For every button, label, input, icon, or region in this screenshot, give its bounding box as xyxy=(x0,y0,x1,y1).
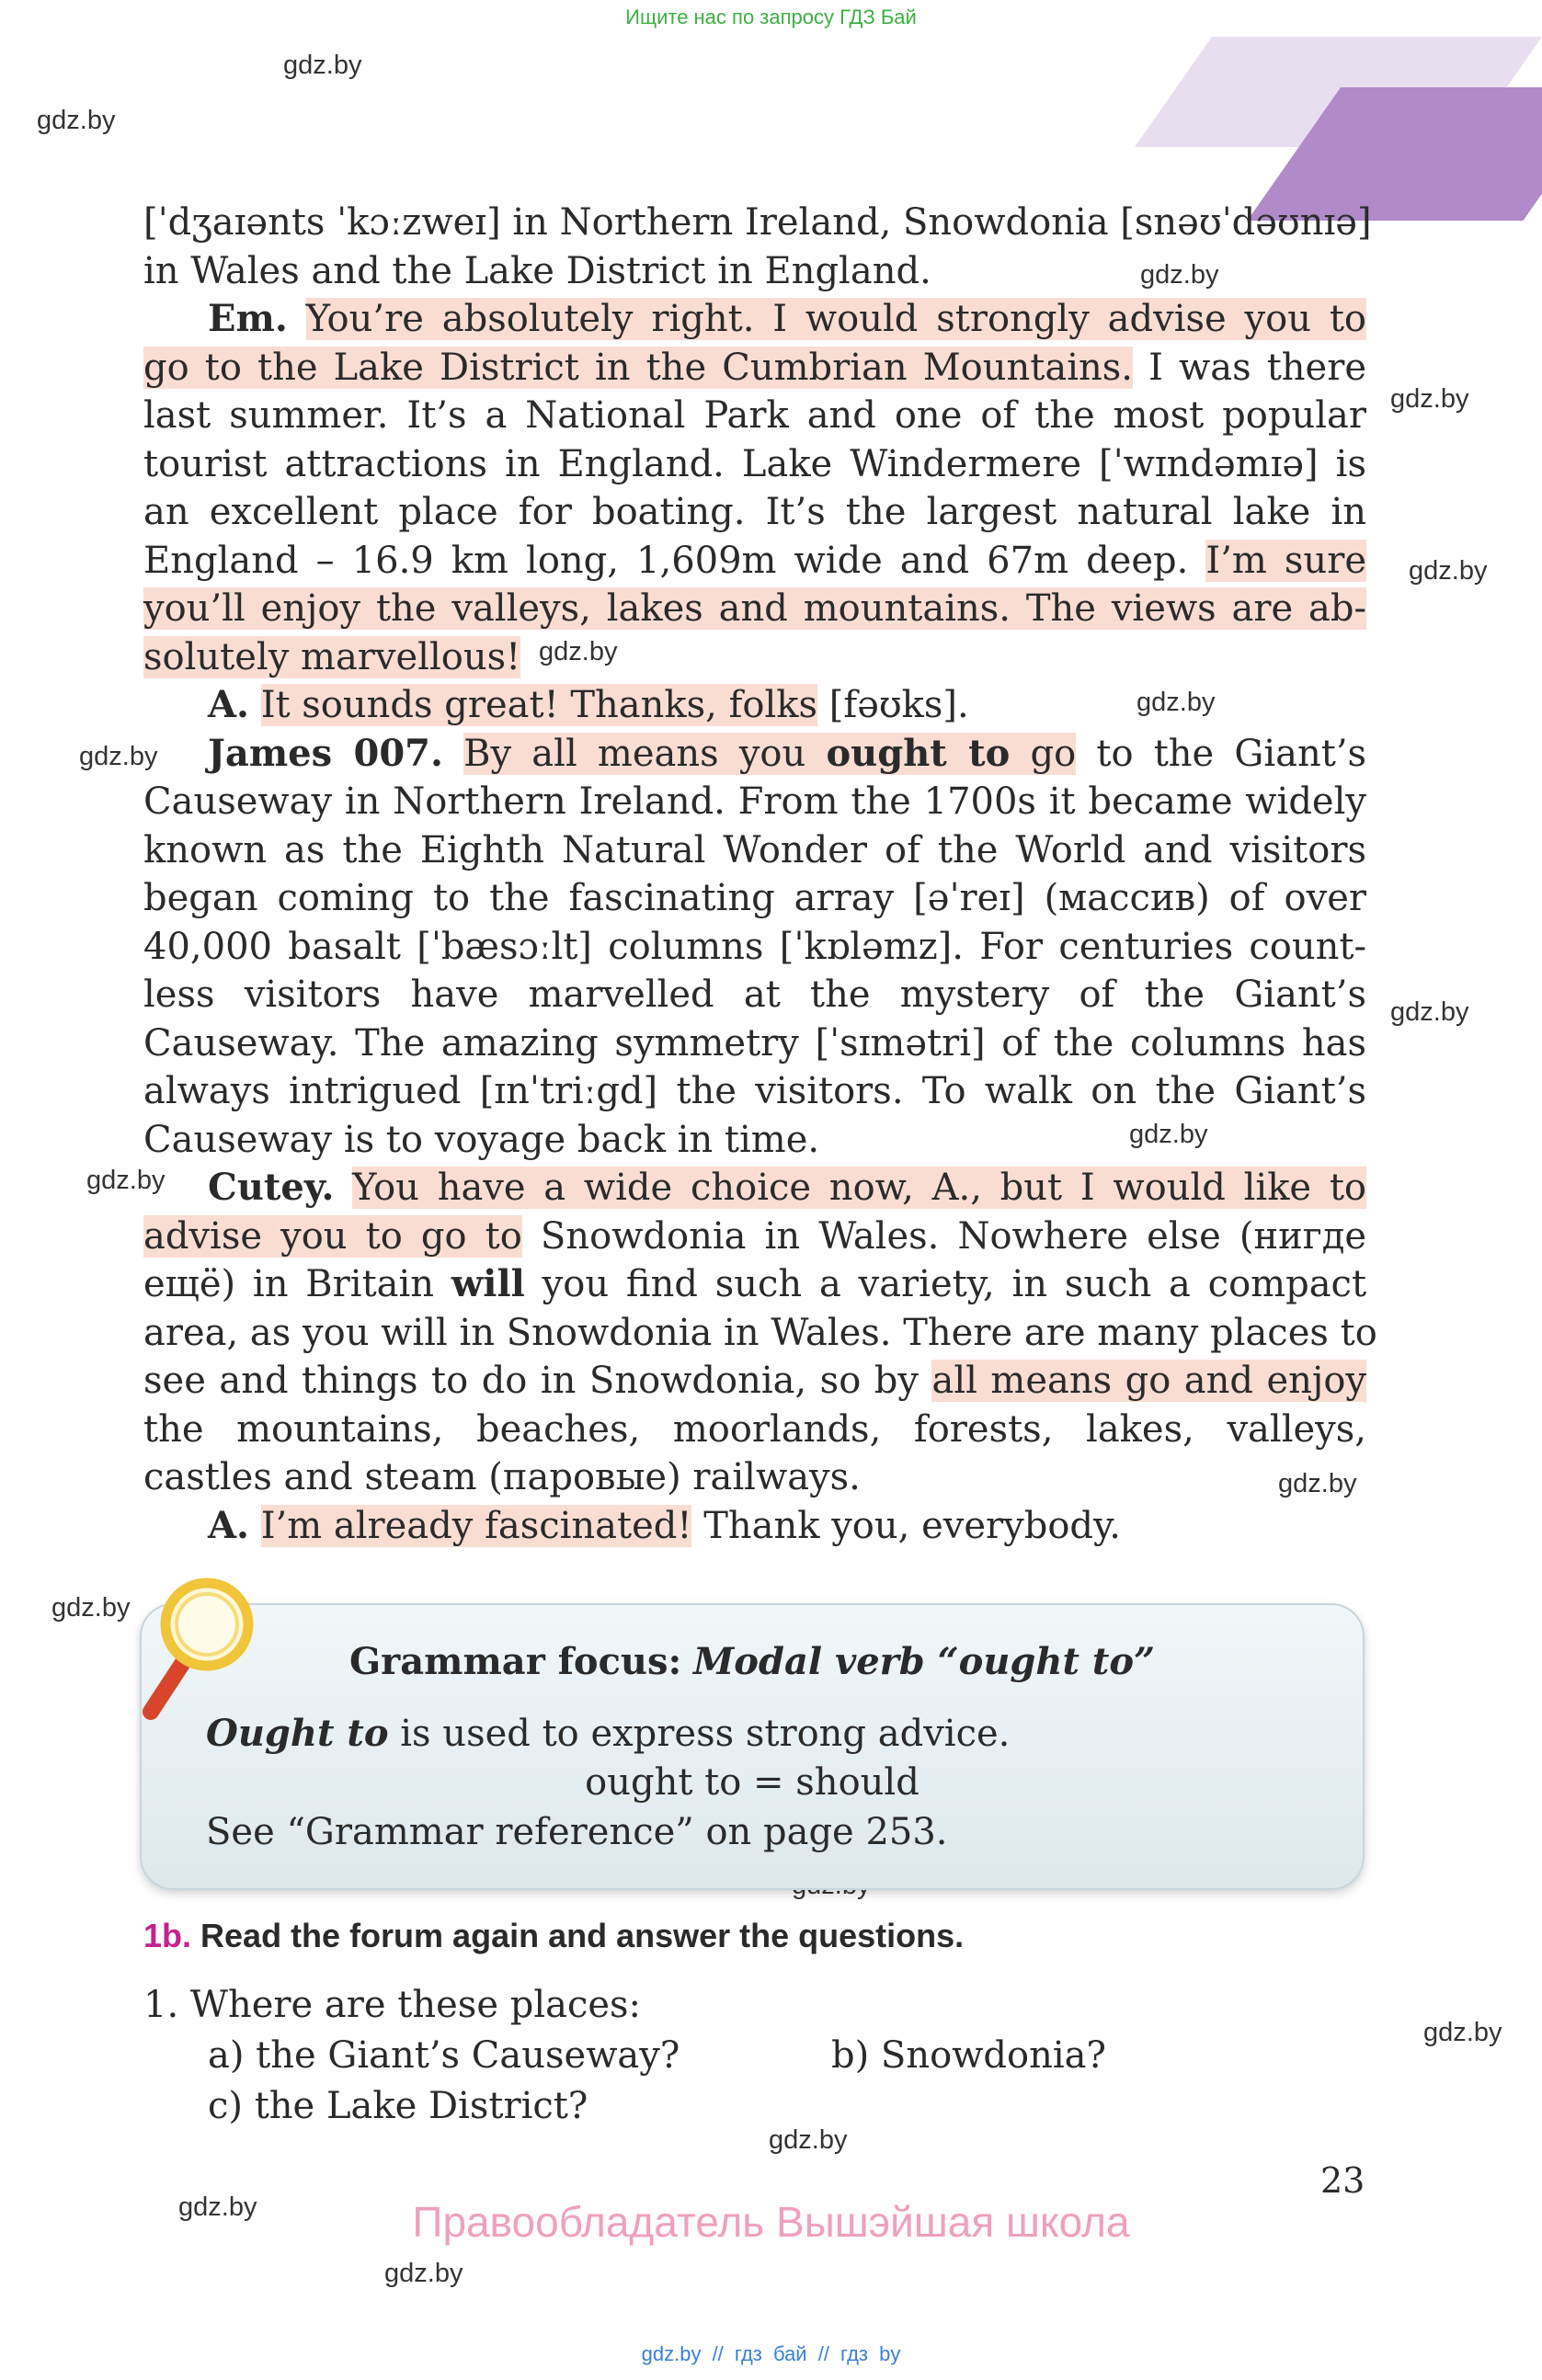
text-span: ought to xyxy=(826,731,1011,775)
speaker-name: A. xyxy=(208,1503,249,1547)
speaker-name: James 007. xyxy=(208,731,443,775)
task-number: 1b. xyxy=(143,1917,192,1954)
highlight: all means go and enjoy xyxy=(931,1360,1366,1402)
highlight: advise you to go to xyxy=(143,1214,522,1258)
text-line: less visitors have marvelled at the mystery of the Giant’s xyxy=(143,974,1366,1016)
text-span: I was there xyxy=(1148,346,1367,389)
watermark: gdz.by xyxy=(1409,556,1488,586)
text-line xyxy=(143,295,1366,344)
highlight: You have a wide choice now, A., but I would like to xyxy=(352,1167,1366,1209)
top-search-hint[interactable]: Ищите нас по запросу ГДЗ Бай xyxy=(625,6,917,28)
text-line: 40,000 basalt [ˈbæsɔːlt] columns [ˈkɒləmz]. For centuries count- xyxy=(143,925,1366,968)
speaker-name: Em. xyxy=(208,297,288,340)
highlight: I’m already fascinated! xyxy=(260,1504,692,1547)
task-text: Read the forum again and answer the questions. xyxy=(200,1917,965,1954)
text-span: see and things to do in Snowdonia, so by xyxy=(143,1360,919,1402)
question-option-b: b) Snowdonia? xyxy=(831,2034,1106,2077)
text-line: area, as you will in Snowdonia in Wales. There are many places to xyxy=(143,1311,1377,1354)
text-line xyxy=(143,633,1366,682)
text-line: tourist attractions in England. Lake Windermere [ˈwɪndəmɪə] is xyxy=(143,442,1366,485)
watermark: gdz.by xyxy=(283,51,362,80)
watermark: gdz.by xyxy=(86,1166,166,1195)
text-line: always intrigued [ɪnˈtriːgd] the visitors. To walk on the Giant’s xyxy=(143,1070,1366,1112)
speaker-name: Cutey. xyxy=(208,1166,335,1209)
grammar-title-bold: Grammar focus: xyxy=(348,1640,682,1683)
watermark: gdz.by xyxy=(1278,1469,1357,1498)
text-span: By all means you xyxy=(463,732,806,775)
speaker-name: A. xyxy=(208,683,249,726)
watermark: gdz.by xyxy=(37,106,116,135)
text-span: [fəʊks]. xyxy=(828,684,969,726)
highlight: You’re absolutely right. I would strongly advise you to xyxy=(305,298,1367,340)
question-1: 1. Where are these places: xyxy=(143,1984,642,2026)
text-span: to the Giant’s xyxy=(1096,732,1367,775)
watermark: gdz.by xyxy=(1137,688,1216,717)
text-line xyxy=(143,1502,1366,1551)
text-line: last summer. It’s a National Park and one of the most popular xyxy=(143,394,1366,437)
grammar-title xyxy=(140,1640,1365,1683)
text-span: Snowdonia in Wales. Nowhere else (нигде xyxy=(540,1214,1367,1258)
watermark: gdz.by xyxy=(769,2125,848,2155)
text-line: an excellent place for boating. It’s the largest natural lake in xyxy=(143,491,1366,533)
text-span: ещё) in Britain xyxy=(143,1263,435,1305)
footer-links[interactable]: gdz.by // гдз бай // гдз by xyxy=(641,2342,901,2365)
text-line: Causeway. The amazing symmetry [ˈsɪmətri] of the columns has xyxy=(143,1021,1366,1065)
grammar-reference: See “Grammar reference” on page 253. xyxy=(206,1811,948,1853)
text-span: you find such a variety, in such a compact xyxy=(542,1263,1367,1305)
magnifier-icon xyxy=(138,1574,267,1730)
text-span: go xyxy=(1030,732,1077,775)
question-option-a: a) the Giant’s Causeway? xyxy=(208,2034,680,2077)
highlight: I’m sure xyxy=(1205,539,1366,582)
watermark: gdz.by xyxy=(51,1593,131,1623)
text-span: Thank you, everybody. xyxy=(703,1504,1122,1547)
watermark: gdz.by xyxy=(79,742,158,771)
grammar-rule xyxy=(206,1712,1010,1755)
grammar-title-italic: Modal verb “ought to” xyxy=(693,1640,1156,1683)
page-number: 23 xyxy=(1320,2160,1365,2201)
grammar-term: Ought to xyxy=(206,1712,389,1755)
text-span: will xyxy=(451,1262,525,1305)
watermark: gdz.by xyxy=(1390,384,1469,414)
question-option-c: c) the Lake District? xyxy=(208,2085,588,2127)
watermark: gdz.by xyxy=(1129,1120,1208,1149)
highlight: It sounds great! Thanks, folks xyxy=(260,684,818,726)
watermark: gdz.by xyxy=(384,2259,463,2288)
text-span: is used to express strong advice. xyxy=(400,1713,1011,1755)
text-span: England – 16.9 km long, 1,609m wide and 67m deep. xyxy=(143,539,1189,582)
copyright-notice: Правообладатель Вышэйшая школа xyxy=(412,2198,1130,2246)
text-line: Causeway is to voyage back in time. xyxy=(143,1118,820,1161)
highlight xyxy=(463,733,1076,775)
forum-text xyxy=(143,199,1377,1550)
text-line: known as the Eighth Natural Wonder of the World and visitors xyxy=(143,828,1366,871)
watermark: gdz.by xyxy=(539,637,618,666)
text-line: the mountains, beaches, moorlands, forests, lakes, valleys, xyxy=(143,1407,1366,1451)
text-line xyxy=(143,1260,1366,1309)
watermark: gdz.by xyxy=(1390,997,1469,1027)
text-line xyxy=(143,1213,1366,1261)
text-line: castles and steam (паровые) railways. xyxy=(143,1456,861,1498)
text-line: began coming to the fascinating array [əˈreɪ] (массив) of over xyxy=(143,877,1366,919)
text-line xyxy=(143,681,1366,730)
text-line xyxy=(143,1164,1366,1213)
task-heading xyxy=(143,1917,964,1955)
grammar-focus-box xyxy=(140,1603,1365,1890)
text-line xyxy=(143,1357,1366,1406)
text-line xyxy=(143,730,1366,779)
text-line xyxy=(143,537,1366,586)
text-line: Causeway in Northern Ireland. From the 1700s it became widely xyxy=(143,780,1366,823)
text-line xyxy=(143,344,1366,393)
watermark: gdz.by xyxy=(1140,260,1219,290)
highlight: solutely marvellous! xyxy=(143,635,521,678)
text-line xyxy=(143,585,1366,633)
text-line: in Wales and the Lake District in England. xyxy=(143,249,931,292)
highlight: you’ll enjoy the valleys, lakes and mountains. The views are ab- xyxy=(143,587,1366,630)
highlight: go to the Lake District in the Cumbrian Mountains. xyxy=(143,346,1134,389)
grammar-equation: ought to = should xyxy=(585,1761,919,1804)
watermark: gdz.by xyxy=(1423,2018,1502,2047)
watermark: gdz.by xyxy=(178,2192,257,2222)
text-line: [ˈdʒaɪənts ˈkɔːzweɪ] in Northern Ireland, Snowdonia [snəʊˈdəʊnɪə] xyxy=(143,201,1372,244)
